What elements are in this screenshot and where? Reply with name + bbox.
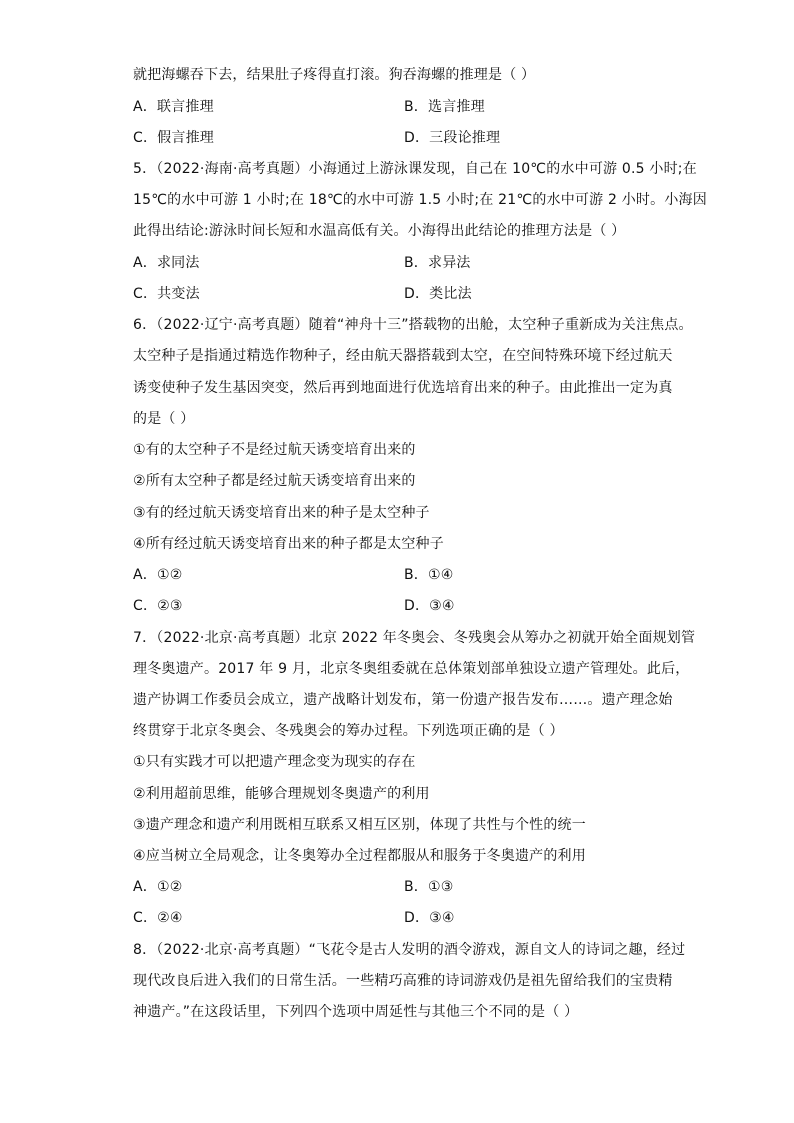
- q6-option-b: B．①④: [404, 567, 454, 583]
- question-6-line-4: 的是（ ）: [133, 411, 195, 427]
- q7-statement-2: ②利用超前思维，能够合理规划冬奥遗产的利用: [133, 786, 430, 802]
- question-5-line-2: 15℃的水中可游 1 小时;在 18℃的水中可游 1.5 小时;在 21℃的水中可游 2 小时。小海因: [133, 192, 707, 208]
- q6-options-row-1: [133, 565, 454, 585]
- q5-option-c: C．共变法: [133, 286, 200, 302]
- question-5-line-3: 此得出结论:游泳时间长短和水温高低有关。小海得出此结论的推理方法是（ ）: [133, 223, 626, 239]
- q7-statement-4: ④应当树立全局观念，让冬奥筹办全过程都服从和服务于冬奥遗产的利用: [133, 848, 586, 864]
- q6-option-d: D．③④: [404, 598, 455, 614]
- question-6-line-1: 6．（2022·辽宁·高考真题）随着“神舟十三”搭载物的出舱，太空种子重新成为关注焦点。: [133, 317, 693, 333]
- q7-statement-1: ①只有实践才可以把遗产理念变为现实的存在: [133, 754, 416, 770]
- question-4-stem-end: 就把海螺吞下去，结果肚子疼得直打滚。狗吞海螺的推理是（ ）: [133, 67, 536, 83]
- q6-statement-3: ③有的经过航天诱变培育出来的种子是太空种子: [133, 505, 430, 521]
- q7-option-a: A．①②: [133, 879, 183, 895]
- question-6-line-2: 太空种子是指通过精选作物种子，经由航天器搭载到太空，在空间特殊环境下经过航天: [133, 348, 673, 364]
- q7-option-d: D．③④: [404, 910, 455, 926]
- q5-option-a: A．求同法: [133, 255, 200, 271]
- q4-option-b: B．选言推理: [404, 99, 485, 115]
- q7-statement-3: ③遗产理念和遗产利用既相互联系又相互区别，体现了共性与个性的统一: [133, 817, 586, 833]
- q4-option-c: C．假言推理: [133, 130, 214, 146]
- q4-option-d: D．三段论推理: [404, 130, 501, 146]
- q7-option-b: B．①③: [404, 879, 454, 895]
- question-5-line-1: 5．（2022·海南·高考真题）小海通过上游泳课发现，自己在 10℃的水中可游 0.5 小时;在: [133, 161, 697, 177]
- q6-statement-1: ①有的太空种子不是经过航天诱变培育出来的: [133, 442, 416, 458]
- question-7-line-2: 理冬奥遗产。2017 年 9 月，北京冬奥组委就在总体策划部单独设立遗产管理处。此后，: [133, 661, 690, 677]
- q5-options-row-1: [133, 253, 471, 273]
- q6-option-c: C．②③: [133, 598, 183, 614]
- q6-options-row-2: [133, 596, 455, 616]
- question-8-line-1: 8．（2022·北京·高考真题）“飞花令是古人发明的酒令游戏，源自文人的诗词之趣，经过: [133, 942, 686, 958]
- question-7-line-4: 终贯穿于北京冬奥会、冬残奥会的筹办过程。下列选项正确的是（ ）: [133, 723, 564, 739]
- q7-options-row-1: [133, 877, 454, 897]
- question-7-line-3: 遗产协调工作委员会成立，遗产战略计划发布，第一份遗产报告发布……。遗产理念始: [133, 692, 673, 708]
- q4-options-row-1: [133, 97, 485, 117]
- q7-options-row-2: [133, 908, 455, 928]
- q6-option-a: A．①②: [133, 567, 183, 583]
- q5-option-b: B．求异法: [404, 255, 471, 271]
- q6-statement-2: ②所有太空种子都是经过航天诱变培育出来的: [133, 473, 416, 489]
- q5-options-row-2: [133, 284, 472, 304]
- q7-option-c: C．②④: [133, 910, 183, 926]
- question-8-line-2: 现代改良后进入我们的日常生活。一些精巧高雅的诗词游戏仍是祖先留给我们的宝贵精: [133, 973, 673, 989]
- question-8-line-3: 神遗产。”在这段话里，下列四个选项中周延性与其他三个不同的是（ ）: [133, 1004, 579, 1020]
- q4-options-row-2: [133, 128, 501, 148]
- question-7-line-1: 7．（2022·北京·高考真题）北京 2022 年冬奥会、冬残奥会从筹办之初就开始全面规划管: [133, 630, 696, 646]
- q6-statement-4: ④所有经过航天诱变培育出来的种子都是太空种子: [133, 536, 444, 552]
- question-6-line-3: 诱变使种子发生基因突变，然后再到地面进行优选培育出来的种子。由此推出一定为真: [133, 380, 673, 396]
- q4-option-a: A．联言推理: [133, 99, 214, 115]
- q5-option-d: D．类比法: [404, 286, 472, 302]
